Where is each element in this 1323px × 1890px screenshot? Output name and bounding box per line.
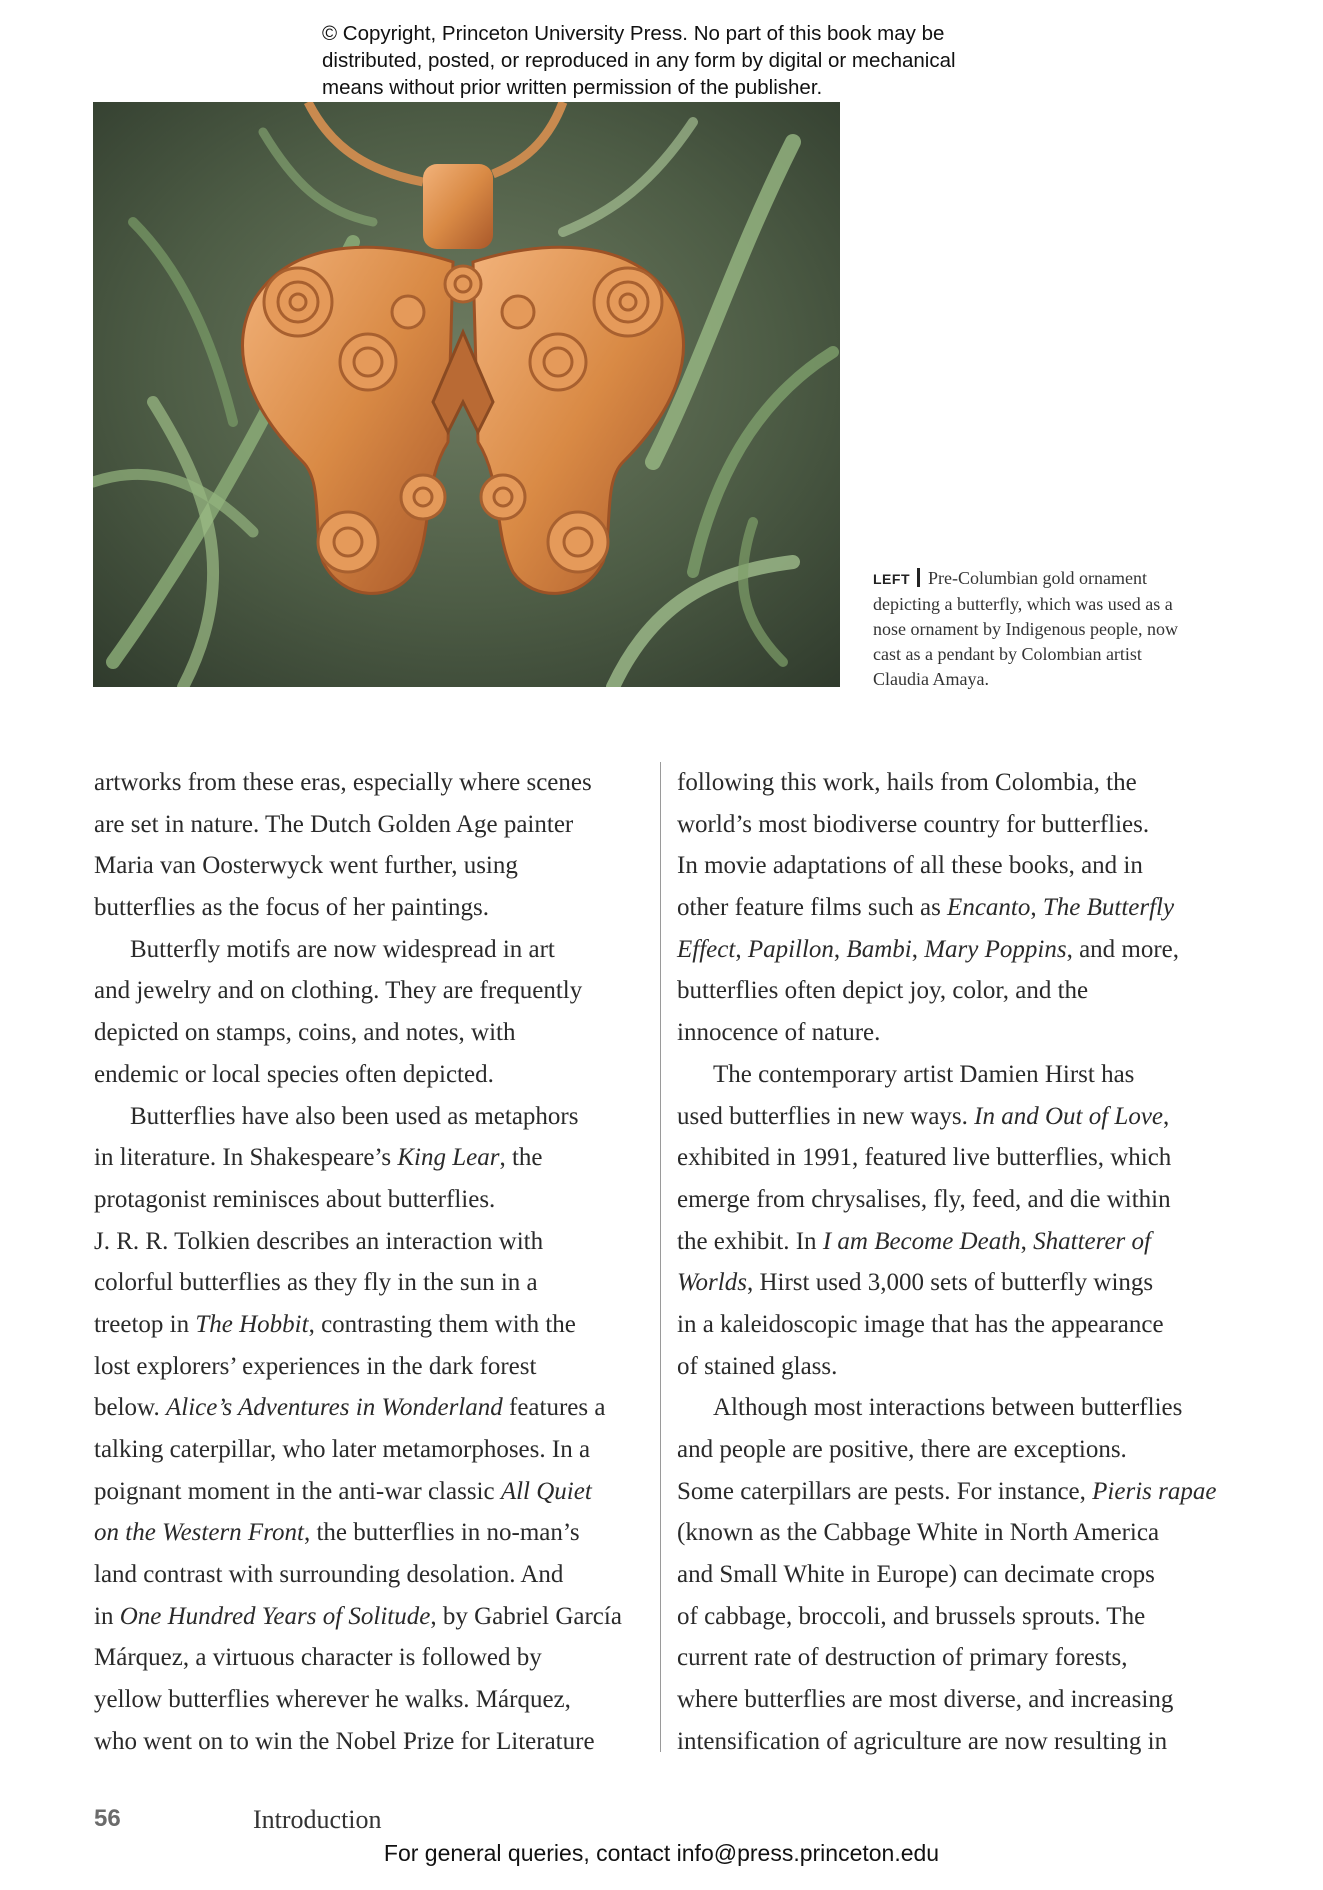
text-run: , — [735, 935, 748, 963]
footer-contact: For general queries, contact info@press.princeton.edu — [383, 1840, 940, 1866]
italic-title: Shatterer of — [1033, 1227, 1151, 1255]
text-run: Although most interactions between butterflies — [713, 1394, 1183, 1422]
body-text-line — [94, 804, 654, 846]
body-text-line — [94, 929, 654, 971]
body-text-line — [94, 1012, 654, 1054]
text-run: talking caterpillar, who later metamorphoses. In a — [94, 1436, 591, 1463]
text-run: features a — [502, 1394, 606, 1422]
body-text-line — [677, 1096, 1247, 1138]
copyright-line: means without prior written permission of the publisher. — [322, 76, 823, 99]
text-run: J. R. R. Tolkien describes an interaction with — [94, 1227, 544, 1255]
body-text-line — [677, 845, 1247, 887]
body-text-line — [677, 1054, 1247, 1096]
text-run: and people are positive, there are exceptions. — [677, 1436, 1127, 1463]
text-run: below. — [94, 1394, 166, 1422]
body-text-line — [94, 1179, 654, 1221]
text-run: , Hirst used 3,000 sets of butterfly wings — [746, 1269, 1154, 1297]
butterfly-pendant-photo — [93, 102, 840, 687]
copyright-notice — [322, 20, 1042, 101]
text-run: yellow butterflies wherever he walks. Márquez, — [94, 1686, 571, 1714]
text-run: , — [833, 935, 847, 963]
text-run: emerge from chrysalises, fly, feed, and die within — [677, 1185, 1171, 1213]
caption-line: cast as a pendant by Colombian artist — [873, 644, 1142, 664]
text-run: , — [1163, 1102, 1170, 1130]
body-column-right — [677, 762, 1247, 1763]
page-number: 56 — [94, 1805, 121, 1832]
running-section-title: Introduction — [253, 1805, 382, 1834]
text-run: Butterflies have also been used as metaphors — [130, 1102, 579, 1130]
body-text-line — [677, 1471, 1247, 1513]
text-run: of cabbage, broccoli, and brussels sprouts. The — [677, 1602, 1146, 1630]
body-text-line — [677, 1179, 1247, 1221]
body-text-line — [94, 1304, 654, 1346]
copyright-line: distributed, posted, or reproduced in any form by digital or mechanical — [322, 49, 956, 72]
text-run: (known as the Cabbage White in North America — [677, 1519, 1160, 1547]
text-run: other feature films such as — [677, 894, 948, 922]
column-divider — [660, 762, 661, 1752]
text-run: Maria van Oosterwyck went further, using — [94, 852, 518, 880]
text-run: In movie adaptations of all these books, and in — [677, 852, 1143, 880]
italic-title: The Butterfly — [1042, 894, 1175, 922]
body-text-line — [94, 970, 654, 1012]
text-run: , the — [499, 1144, 543, 1172]
body-column-left — [94, 762, 654, 1763]
body-text-line — [94, 1429, 654, 1471]
italic-title: I am Become Death — [822, 1227, 1021, 1255]
pendant-illustration — [93, 102, 840, 687]
body-text-line — [677, 762, 1247, 804]
caption-line: Claudia Amaya. — [873, 669, 989, 689]
body-text-line — [94, 762, 654, 804]
text-run: lost explorers’ experiences in the dark forest — [94, 1352, 537, 1380]
italic-title: In and Out of Love — [974, 1102, 1164, 1130]
body-text-line — [94, 1262, 654, 1304]
text-run: and Small White in Europe) can decimate crops — [677, 1561, 1155, 1589]
body-text-line — [94, 1387, 654, 1429]
figure-caption — [873, 566, 1243, 692]
caption-position-tag: LEFT — [873, 571, 910, 587]
text-run: intensification of agriculture are now resulting in — [677, 1727, 1168, 1755]
text-run: Some caterpillars are pests. For instance, — [677, 1477, 1093, 1505]
body-text-line — [677, 1554, 1247, 1596]
body-text-line — [94, 1471, 654, 1513]
body-text-line — [677, 1721, 1247, 1763]
copyright-line: © Copyright, Princeton University Press. No part of this book may be — [322, 22, 945, 45]
body-text-line — [677, 1596, 1247, 1638]
text-run: , contrasting them with the — [308, 1310, 576, 1338]
body-text-line — [94, 1346, 654, 1388]
text-run: endemic or local species often depicted. — [94, 1060, 494, 1088]
body-text-line — [677, 1012, 1247, 1054]
body-text-line — [677, 1221, 1247, 1263]
body-text-line — [94, 1054, 654, 1096]
body-text-line — [94, 1096, 654, 1138]
text-run: , — [1030, 894, 1043, 922]
text-run: in — [94, 1602, 120, 1630]
body-text-line — [677, 970, 1247, 1012]
text-run: who went on to win the Nobel Prize for Literature — [94, 1727, 595, 1755]
body-text-line — [94, 1221, 654, 1263]
text-run: butterflies often depict joy, color, and the — [677, 977, 1089, 1005]
italic-title: Pieris rapae — [1092, 1477, 1217, 1505]
text-run: colorful butterflies as they fly in the sun in a — [94, 1269, 538, 1297]
text-run: , by Gabriel García — [430, 1602, 622, 1630]
text-run: exhibited in 1991, featured live butterflies, which — [677, 1144, 1172, 1172]
italic-title: The Hobbit — [195, 1310, 309, 1338]
caption-divider-bar — [917, 568, 920, 587]
italic-title: Bambi — [846, 935, 912, 963]
italic-title: Mary Poppins — [924, 935, 1067, 963]
text-run: are set in nature. The Dutch Golden Age painter — [94, 810, 574, 838]
body-text-line — [94, 1512, 654, 1554]
body-text-line — [677, 1637, 1247, 1679]
italic-title: on the Western Front — [94, 1519, 304, 1547]
text-run: , — [1020, 1227, 1034, 1255]
text-run: , and more, — [1066, 935, 1180, 963]
caption-line: depicting a butterfly, which was used as a — [873, 594, 1173, 614]
body-text-line — [677, 1429, 1247, 1471]
italic-title: One Hundred Years of Solitude — [119, 1602, 431, 1630]
body-text-line — [94, 845, 654, 887]
body-text-line — [677, 1262, 1247, 1304]
text-run: butterflies as the focus of her paintings. — [94, 894, 490, 922]
text-run: in literature. In Shakespeare’s — [94, 1144, 398, 1172]
text-run: , the butterflies in no-man’s — [303, 1519, 580, 1547]
text-run: depicted on stamps, coins, and notes, with — [94, 1019, 516, 1047]
body-text-line — [677, 929, 1247, 971]
body-text-line — [677, 1512, 1247, 1554]
italic-title: Alice’s Adventures in Wonderland — [165, 1394, 503, 1422]
body-text-line — [677, 1387, 1247, 1429]
text-run: in a kaleidoscopic image that has the appearance — [677, 1310, 1164, 1338]
pendant-bail — [423, 164, 493, 249]
text-run: Márquez, a virtuous character is followed by — [94, 1644, 542, 1672]
text-run: The contemporary artist Damien Hirst has — [713, 1060, 1135, 1088]
text-run: , — [911, 935, 925, 963]
body-text-line — [677, 1346, 1247, 1388]
body-text-line — [94, 1554, 654, 1596]
body-text-line — [94, 1596, 654, 1638]
italic-title: All Quiet — [500, 1477, 592, 1505]
text-run: poignant moment in the anti-war classic — [94, 1477, 501, 1505]
body-text-line — [677, 804, 1247, 846]
body-text-line — [677, 1137, 1247, 1179]
italic-title: Papillon — [747, 935, 834, 963]
italic-title: Effect — [677, 935, 736, 963]
text-run: current rate of destruction of primary forests, — [677, 1644, 1128, 1672]
text-run: world’s most biodiverse country for butterflies. — [677, 810, 1150, 838]
body-text-line — [94, 887, 654, 929]
text-run: of stained glass. — [677, 1352, 838, 1380]
text-run: the exhibit. In — [677, 1227, 823, 1255]
body-text-line — [677, 1679, 1247, 1721]
text-run: treetop in — [94, 1310, 196, 1338]
text-run: land contrast with surrounding desolation. And — [94, 1561, 564, 1589]
caption-line: nose ornament by Indigenous people, now — [873, 619, 1178, 639]
caption-line: Pre-Columbian gold ornament — [928, 568, 1147, 588]
text-run: innocence of nature. — [677, 1019, 881, 1047]
text-run: following this work, hails from Colombia, the — [677, 769, 1137, 796]
text-run: Butterfly motifs are now widespread in art — [130, 935, 555, 963]
italic-title: King Lear — [397, 1144, 500, 1172]
text-run: used butterflies in new ways. — [677, 1102, 975, 1130]
text-run: where butterflies are most diverse, and increasing — [677, 1686, 1174, 1714]
body-text-line — [94, 1721, 654, 1763]
body-text-line — [94, 1637, 654, 1679]
body-text-line — [94, 1679, 654, 1721]
text-run: and jewelry and on clothing. They are frequently — [94, 977, 583, 1005]
italic-title: Encanto — [947, 894, 1031, 922]
body-text-line — [94, 1137, 654, 1179]
body-text-line — [677, 1304, 1247, 1346]
text-run: protagonist reminisces about butterflies. — [94, 1185, 496, 1213]
text-run: artworks from these eras, especially where scenes — [94, 769, 592, 796]
body-text-line — [677, 887, 1247, 929]
italic-title: Worlds — [677, 1269, 747, 1297]
